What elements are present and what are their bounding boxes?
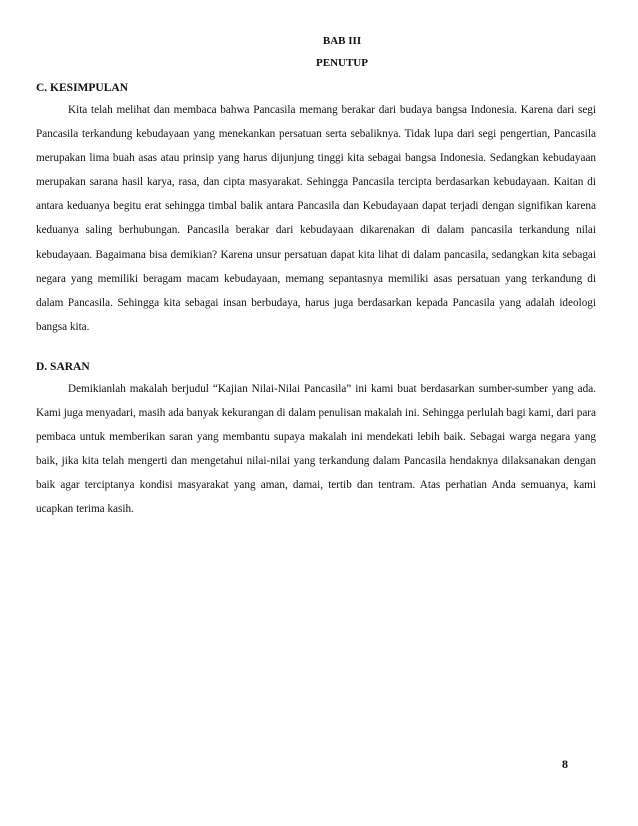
chapter-title: PENUTUP (316, 57, 368, 69)
page-number: 8 (562, 757, 568, 771)
section-body-saran: Demikianlah makalah berjudul “Kajian Nilai-Nilai Pancasila” ini kami buat berdasarkan sumber-sumber yang ada. Kami juga menyadari, masih ada banyak kekurangan di dalam penulisan makalah ini. Sehingga perlulah bagi kami, dari para pembaca untuk memberikan saran yang membantu supaya makalah ini mendekati lebih baik. Sebagai warga negara yang baik, jika kita telah mengerti dan mengetahui nilai-nilai yang terkandung dalam Pancasila hendaknya dilaksanakan dengan baik agar terciptanya kondisi masyarakat yang aman, damai, tertib dan tentram. Atas perhatian Anda semuanya, kami ucapkan terima kasih. (36, 382, 596, 516)
section-heading-kesimpulan: C. KESIMPULAN (36, 82, 129, 94)
document-page (36, 30, 596, 522)
section-body-kesimpulan: Kita telah melihat dan membaca bahwa Pancasila memang berakar dari budaya bangsa Indonesia. Karena dari segi Pancasila terkandung kebudayaan yang menekankan persatuan serta sebaliknya. Tidak lupa dari segi pengertian, Pancasila merupakan lima buah asas atau prinsip yang harus dijunjung tinggi kita sebagai bangsa Indonesia. Sedangkan kebudayaan merupakan sarana hasil karya, rasa, dan cipta masyarakat. Sehingga Pancasila tercipta berdasarkan kebudayaan. Kaitan di antara keduanya begitu erat sehingga timbal balik antara Pancasila dan Kebudayaan dapat terjadi dengan signifikan karena keduanya saling berhubungan. Pancasila berakar dari kebudayaan dikarenakan di dalam pancasila terkandung nilai kebudayaan. Bagaimana bisa demikian? Karena unsur persatuan dapat kita lihat di dalam pancasila, sedangkan kita sebagai negara yang memiliki beragam macam kebudayaan, memang sepantasnya memiliki asas persatuan yang terkandung di dalam Pancasila. Sehingga kita sebagai insan berbudaya, harus juga berdasarkan kepada Pancasila yang adalah ideologi bangsa kita. (36, 104, 596, 333)
section-heading-saran: D. SARAN (36, 360, 90, 373)
chapter-number: BAB III (322, 35, 362, 47)
